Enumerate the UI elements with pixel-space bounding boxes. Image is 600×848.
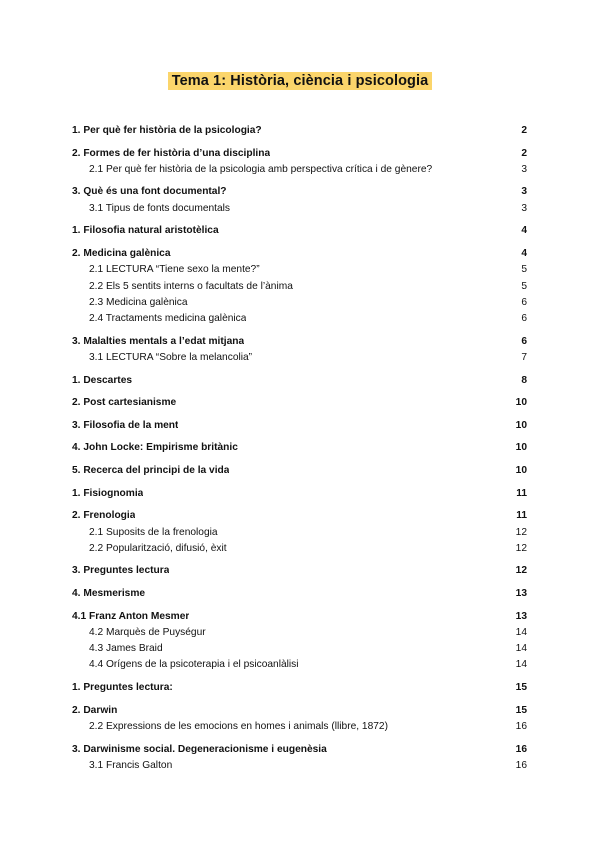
toc-entry-title: 1. Preguntes lectura: <box>72 682 173 694</box>
toc-page-number: 4 <box>521 247 527 259</box>
toc-subentry[interactable] <box>72 201 527 217</box>
toc-subentry[interactable] <box>72 279 527 295</box>
toc-page-number: 13 <box>515 610 527 622</box>
toc-entry[interactable] <box>72 246 527 262</box>
toc-entry-title: 5. Recerca del principi de la vida <box>72 465 230 477</box>
toc-entry-title: 3. Què és una font documental? <box>72 186 227 198</box>
toc-entry[interactable] <box>72 334 527 350</box>
toc-entry-title: 2. Formes de fer història d’una disciplina <box>72 147 271 159</box>
toc-subentry[interactable] <box>72 262 527 278</box>
toc-page-number: 2 <box>521 147 527 159</box>
toc-entry-title: 2.3 Medicina galènica <box>89 296 188 308</box>
toc-page-number: 5 <box>521 264 527 276</box>
toc-page-number: 6 <box>521 296 527 308</box>
toc-page-number: 10 <box>515 442 527 454</box>
toc-entry-title: 2.1 Per què fer història de la psicologia amb perspectiva crítica i de gènere? <box>89 163 433 175</box>
toc-entry[interactable] <box>72 440 527 456</box>
toc-entry-title: 2.2 Els 5 sentits interns o facultats de l’ànima <box>89 280 293 292</box>
toc-entry-title: 1. Fisiognomia <box>72 487 144 499</box>
toc-entry-title: 1. Filosofia natural aristotèlica <box>72 225 219 237</box>
toc-page-number: 2 <box>521 125 527 136</box>
toc-page-number: 3 <box>521 202 527 214</box>
toc-entry[interactable] <box>72 742 527 758</box>
toc-entry[interactable] <box>72 508 527 524</box>
toc-entry-title: 2.2 Popularització, difusió, èxit <box>89 542 227 554</box>
toc-subentry[interactable] <box>72 525 527 541</box>
toc-page-number: 14 <box>515 626 527 638</box>
toc-entry-title: 2.1 LECTURA “Tiene sexo la mente?” <box>89 264 260 276</box>
toc-entry-title: 2.4 Tractaments medicina galènica <box>89 313 247 325</box>
toc-page-number: 15 <box>515 682 527 694</box>
toc-entry[interactable] <box>72 680 527 696</box>
toc-page-number: 12 <box>515 526 527 538</box>
toc-subentry[interactable] <box>72 625 527 641</box>
toc-subentry[interactable] <box>72 311 527 327</box>
toc-subentry[interactable] <box>72 641 527 657</box>
toc-entry[interactable] <box>72 418 527 434</box>
toc-page-number: 10 <box>515 397 527 409</box>
toc-entry-title: 3.1 Francis Galton <box>89 759 173 771</box>
toc-entry-title: 2. Darwin <box>72 704 118 716</box>
toc-subentry[interactable] <box>72 758 527 774</box>
toc-entry-title: 3. Darwinisme social. Degeneracionisme i eugenèsia <box>72 743 327 755</box>
toc-subentry[interactable] <box>72 719 527 735</box>
toc-page-number: 12 <box>515 542 527 554</box>
toc-subentry[interactable] <box>72 162 527 178</box>
toc-page-number: 11 <box>516 510 527 522</box>
toc-subentry[interactable] <box>72 295 527 311</box>
toc-page-number: 5 <box>521 280 527 292</box>
toc-entry-title: 4.2 Marquès de Puységur <box>89 626 206 638</box>
toc-page-number: 16 <box>515 743 527 755</box>
page-title: Tema 1: Història, ciència i psicologia <box>168 72 433 90</box>
toc-entry[interactable] <box>72 184 527 200</box>
toc-subentry[interactable] <box>72 657 527 673</box>
toc-entry[interactable] <box>72 223 527 239</box>
toc-entry[interactable] <box>72 463 527 479</box>
table-of-contents <box>72 123 527 774</box>
toc-page-number: 8 <box>521 374 527 386</box>
toc-page-number: 16 <box>515 759 527 771</box>
toc-page-number: 11 <box>516 487 527 499</box>
toc-entry[interactable] <box>72 563 527 579</box>
toc-page-number: 15 <box>515 704 527 716</box>
toc-page-number: 12 <box>515 565 527 577</box>
toc-entry-title: 2. Frenologia <box>72 510 136 522</box>
toc-entry-title: 3.1 Tipus de fonts documentals <box>89 202 231 214</box>
toc-entry-title: 1. Per què fer història de la psicologia? <box>72 125 262 136</box>
toc-entry[interactable] <box>72 609 527 625</box>
toc-entry-title: 3.1 LECTURA “Sobre la melancolia” <box>89 352 253 364</box>
toc-entry-title: 2.1 Suposits de la frenologia <box>89 526 218 538</box>
toc-entry[interactable] <box>72 123 527 139</box>
toc-entry-title: 3. Preguntes lectura <box>72 565 170 577</box>
toc-entry[interactable] <box>72 395 527 411</box>
toc-entry-title: 1. Descartes <box>72 374 133 386</box>
toc-entry[interactable] <box>72 373 527 389</box>
toc-entry-title: 3. Filosofia de la ment <box>72 419 179 431</box>
title-container <box>0 72 600 90</box>
toc-entry-title: 2. Medicina galènica <box>72 247 171 259</box>
toc-entry-title: 4.3 James Braid <box>89 643 163 655</box>
toc-page-number: 6 <box>521 335 527 347</box>
toc-entry-title: 4.4 Orígens de la psicoterapia i el psicoanlàlisi <box>89 659 299 671</box>
toc-page-number: 16 <box>515 720 527 732</box>
toc-entry-title: 2.2 Expressions de les emocions en homes i animals (llibre, 1872) <box>89 720 388 732</box>
toc-entry[interactable] <box>72 486 527 502</box>
toc-entry-title: 4.1 Franz Anton Mesmer <box>72 610 190 622</box>
toc-page-number: 6 <box>521 313 527 325</box>
toc-page-number: 3 <box>521 186 527 198</box>
toc-entry[interactable] <box>72 146 527 162</box>
toc-page-number: 7 <box>521 352 527 364</box>
toc-page-number: 14 <box>515 659 527 671</box>
toc-subentry[interactable] <box>72 541 527 557</box>
toc-page-number: 13 <box>515 587 527 599</box>
toc-entry-title: 4. Mesmerisme <box>72 587 146 599</box>
toc-entry-title: 2. Post cartesianisme <box>72 397 177 409</box>
toc-entry-title: 4. John Locke: Empirisme britànic <box>72 442 238 454</box>
toc-page-number: 10 <box>515 465 527 477</box>
toc-entry-title: 3. Malalties mentals a l’edat mitjana <box>72 335 245 347</box>
toc-page-number: 3 <box>521 163 527 175</box>
toc-page-number: 4 <box>521 225 527 237</box>
toc-entry[interactable] <box>72 586 527 602</box>
toc-page-number: 14 <box>515 643 527 655</box>
toc-entry[interactable] <box>72 703 527 719</box>
toc-page-number: 10 <box>515 419 527 431</box>
toc-subentry[interactable] <box>72 350 527 366</box>
